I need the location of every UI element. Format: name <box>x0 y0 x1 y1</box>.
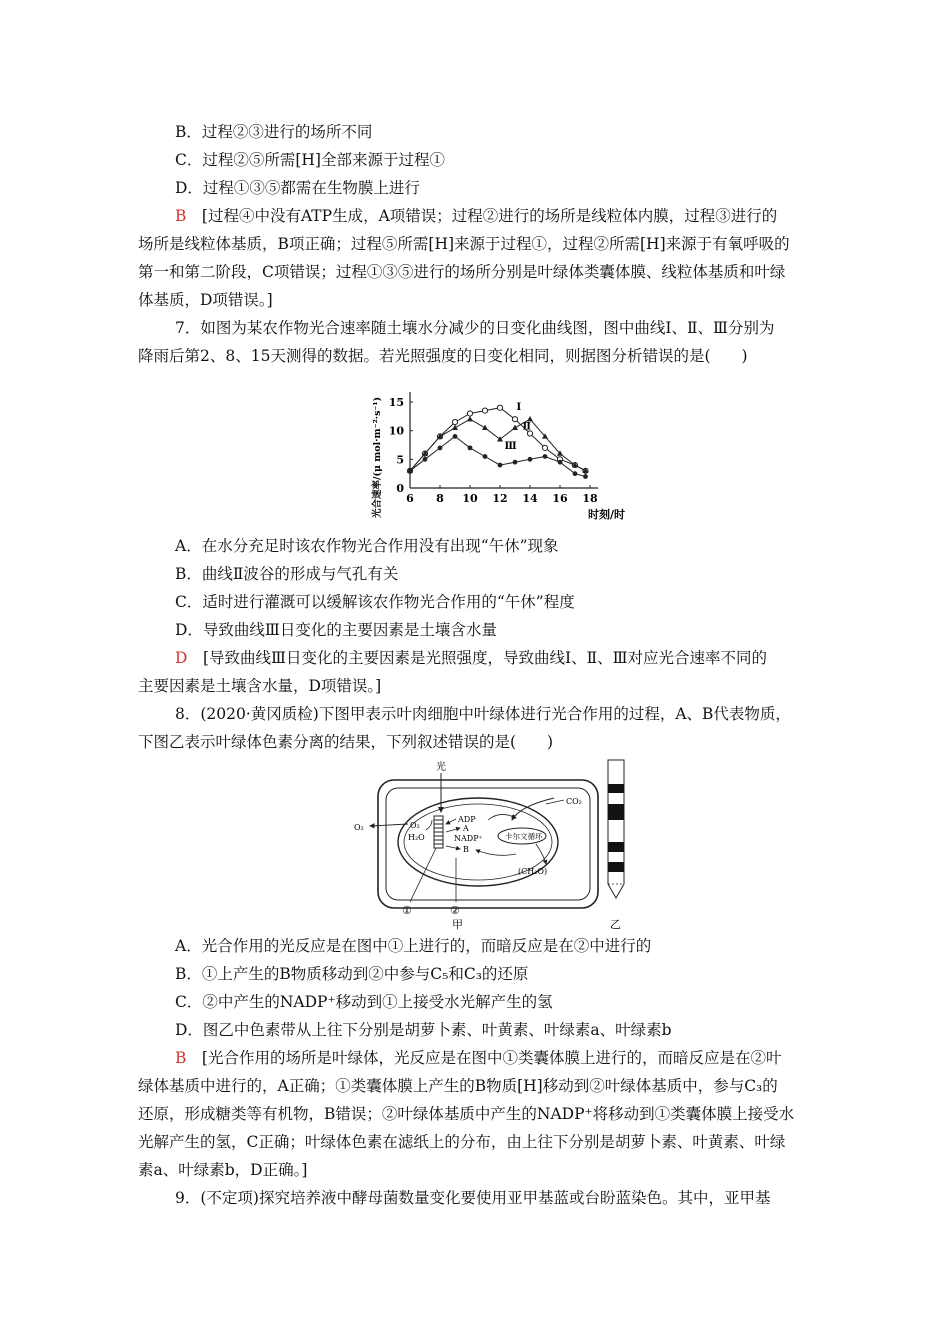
q7-option-a: A．在水分充足时该农作物光合作用没有出现“午休”现象 <box>175 537 559 555</box>
q8-answer-letter: B <box>175 1049 187 1067</box>
series-3-point <box>423 457 428 462</box>
q8-stem-line-1: 8．(2020·黄冈质检)下图甲表示叶肉细胞中叶绿体进行光合作用的过程，A、B代表物质， <box>175 705 791 723</box>
chromatography-strip <box>608 760 624 898</box>
series-1-point <box>482 408 487 413</box>
q8-stem-line-2: 下图乙表示叶绿体色素分离的结果，下列叙述错误的是( ) <box>138 733 554 751</box>
q6-option-b: B．过程②③进行的场所不同 <box>175 123 373 141</box>
series-3-point <box>483 454 488 459</box>
q8-explanation-line-4: 光解产生的氢，C正确；叶绿体色素在滤纸上的分布，由上往下分别是胡萝卜素、叶黄素、叶绿 <box>138 1133 786 1151</box>
series-label-3: Ⅲ <box>504 441 517 453</box>
label-ch2o: (CH₂O) <box>518 867 548 876</box>
series-3-point <box>543 454 548 459</box>
label-calvin: 卡尔文循环 <box>505 832 543 841</box>
q8-option-b: B．①上产生的B物质移动到②中参与C₅和C₃的还原 <box>175 965 529 983</box>
series-1-point <box>542 445 547 450</box>
q7-stem-line-2: 降雨后第2、8、15天测得的数据。若光照强度的日变化相同，则据图分析错误的是( ) <box>138 347 748 365</box>
series-3-point <box>453 434 458 439</box>
thylakoid-stack-icon <box>434 816 443 848</box>
q8-option-a: A．光合作用的光反应是在图中①上进行的，而暗反应是在②中进行的 <box>175 937 652 955</box>
series-label-2: Ⅱ <box>522 421 531 433</box>
q6-explanation-line-1: B [过程④中没有ATP生成，A项错误；过程②进行的场所是线粒体内膜，过程③进行的 <box>175 207 778 225</box>
q7-explanation-line-1: D [导致曲线Ⅲ日变化的主要因素是光照强度，导致曲线Ⅰ、Ⅱ、Ⅲ对应光合速率不同的 <box>175 649 768 667</box>
q7-explanation-line-2: 主要因素是土壤含水量，D项错误。] <box>138 677 382 695</box>
q8-explanation-line-2: 绿体基质中进行的，A正确；①类囊体膜上产生的B物质[H]移动到②叶绿体基质中，参与C₃的 <box>138 1077 778 1095</box>
label-o2-out: O₂ <box>354 823 364 832</box>
q7-option-b: B．曲线Ⅱ波谷的形成与气孔有关 <box>175 565 399 583</box>
x-tick-label: 6 <box>406 492 414 505</box>
series-3-point <box>468 445 473 450</box>
x-tick-label: 12 <box>492 492 508 505</box>
y-tick-label: 10 <box>388 424 404 438</box>
label-light: 光 <box>436 762 446 773</box>
label-circle-2: ② <box>450 904 460 917</box>
label-co2: CO₂ <box>566 797 582 806</box>
q9-stem-line-1: 9．(不定项)探究培养液中酵母菌数量变化要使用亚甲基蓝或台盼蓝染色。其中，亚甲基 <box>175 1189 771 1207</box>
series-label-1: Ⅰ <box>516 402 522 414</box>
series-3-point <box>438 445 443 450</box>
label-adp: ADP <box>458 815 476 824</box>
x-tick-label: 10 <box>462 492 478 505</box>
photosynthesis-rate-chart <box>360 380 630 530</box>
label-b: B <box>463 845 469 854</box>
label-o2: O₂ <box>410 821 420 830</box>
y-tick-label: 0 <box>396 482 404 495</box>
series-1-point <box>512 417 517 422</box>
y-axis-label: 光合速率/(μ mol·m⁻²·s⁻¹) <box>372 396 383 518</box>
y-tick-label: 5 <box>396 453 404 467</box>
q7-stem-line-1: 7．如图为某农作物光合速率随土壤水分减少的日变化曲线图，图中曲线Ⅰ、Ⅱ、Ⅲ分别为 <box>175 319 775 337</box>
series-3-point <box>583 474 588 479</box>
series-1-point <box>497 405 502 410</box>
x-tick-label: 18 <box>582 492 598 505</box>
series-3-point <box>573 471 578 476</box>
y-tick-label: 15 <box>388 396 404 409</box>
label-a: A <box>463 824 469 833</box>
q6-option-c: C．过程②⑤所需[H]全部来源于过程① <box>175 151 445 169</box>
q8-explanation-line-3: 还原，形成糖类等有机物，B错误；②叶绿体基质中产生的NADP⁺将移动到①类囊体膜上接受水 <box>138 1105 795 1123</box>
q6-explanation-line-4: 体基质，D项错误。] <box>138 291 273 309</box>
label-yi: 乙 <box>610 918 621 931</box>
label-h2o: H₂O <box>408 833 425 842</box>
q8-option-d: D．图乙中色素带从上往下分别是胡萝卜素、叶黄素、叶绿素a、叶绿素b <box>175 1021 672 1039</box>
cell-membrane <box>386 788 590 900</box>
label-circle-1: ① <box>402 904 412 917</box>
series-3-point <box>558 460 563 465</box>
chloroplast-diagram <box>340 758 650 934</box>
x-tick-label: 16 <box>552 492 568 505</box>
q7-option-d: D．导致曲线Ⅲ日变化的主要因素是土壤含水量 <box>175 621 497 639</box>
series-3-point <box>513 460 518 465</box>
series-2-point <box>482 425 488 430</box>
x-tick-label: 14 <box>522 492 538 505</box>
q6-explanation-line-2: 场所是线粒体基质，B项正确；过程⑤所需[H]来源于过程①，过程②所需[H]来源于有氧呼吸的 <box>138 235 790 253</box>
q6-option-d: D．过程①③⑤都需在生物膜上进行 <box>175 179 420 197</box>
series-3-point <box>498 463 503 468</box>
series-2-point <box>452 425 458 430</box>
q8-explanation-line-1: B [光合作用的场所是叶绿体，光反应是在图中①类囊体膜上进行的，而暗反应是在②叶 <box>175 1049 782 1067</box>
series-2-point <box>467 416 473 421</box>
x-axis-label: 时刻/时 <box>588 508 626 521</box>
q8-option-c: C．②中产生的NADP⁺移动到①上接受水光解产生的氢 <box>175 993 553 1011</box>
label-nadp: NADP⁺ <box>454 834 483 843</box>
label-jia: 甲 <box>452 918 463 931</box>
series-3-point <box>528 457 533 462</box>
x-tick-label: 8 <box>436 492 444 505</box>
series-2-point <box>512 425 518 430</box>
q7-answer-letter: D <box>175 649 188 667</box>
q6-answer-letter: B <box>175 207 187 225</box>
q8-explanation-line-5: 素a、叶绿素b，D正确。] <box>138 1161 308 1179</box>
series-3-point <box>408 468 413 473</box>
cell-wall <box>378 780 598 908</box>
series-1-point <box>452 419 457 424</box>
series-1-point <box>467 411 472 416</box>
series-2-point <box>497 436 503 441</box>
q7-option-c: C．适时进行灌溉可以缓解该农作物光合作用的“午休”程度 <box>175 593 575 611</box>
q6-explanation-line-3: 第一和第二阶段，C项错误；过程①③⑤进行的场所分别是叶绿体类囊体膜、线粒体基质和叶绿 <box>138 263 786 281</box>
